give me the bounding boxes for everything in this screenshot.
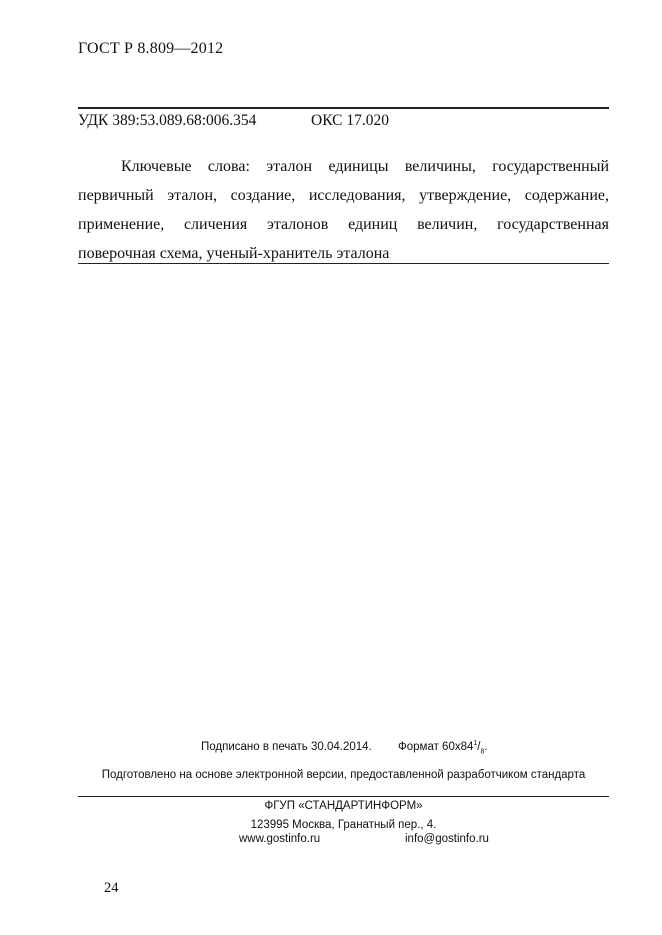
page-number: 24 xyxy=(104,880,119,896)
publisher-website: www.gostinfo.ru xyxy=(239,833,321,845)
publisher-email: info@gostinfo.ru xyxy=(405,833,489,845)
keywords-divider xyxy=(78,263,609,264)
format-slash: / xyxy=(477,741,481,753)
top-divider xyxy=(78,107,609,109)
imprint-divider xyxy=(78,796,609,797)
publisher-name: ФГУП «СТАНДАРТИНФОРМ» xyxy=(264,800,423,812)
format-suffix: . xyxy=(484,741,488,753)
publisher-address: 123995 Москва, Гранатный пер., 4. xyxy=(250,819,437,831)
format-denominator: 8 xyxy=(480,748,485,756)
standard-code: ГОСТ Р 8.809—2012 xyxy=(78,40,224,57)
signed-for-print: Подписано в печать 30.04.2014. xyxy=(201,741,372,753)
oks-code: ОКС 17.020 xyxy=(311,112,389,129)
format-prefix: Формат 60x84 xyxy=(398,741,474,753)
paper-format xyxy=(398,740,488,756)
udk-code: УДК 389:53.089.68:006.354 xyxy=(78,112,257,129)
prepared-note: Подготовлено на основе электронной версии, предоставленной разработчиком стандарта xyxy=(101,769,586,781)
format-numerator: 1 xyxy=(473,740,478,748)
keywords-paragraph: Ключевые слова: эталон единицы величины, государственный первичный эталон, создание, исследования, утверждение, содержание, применение, сличения эталонов единиц величин, государственная поверочная схема, ученый-хранитель эталона xyxy=(78,158,609,262)
